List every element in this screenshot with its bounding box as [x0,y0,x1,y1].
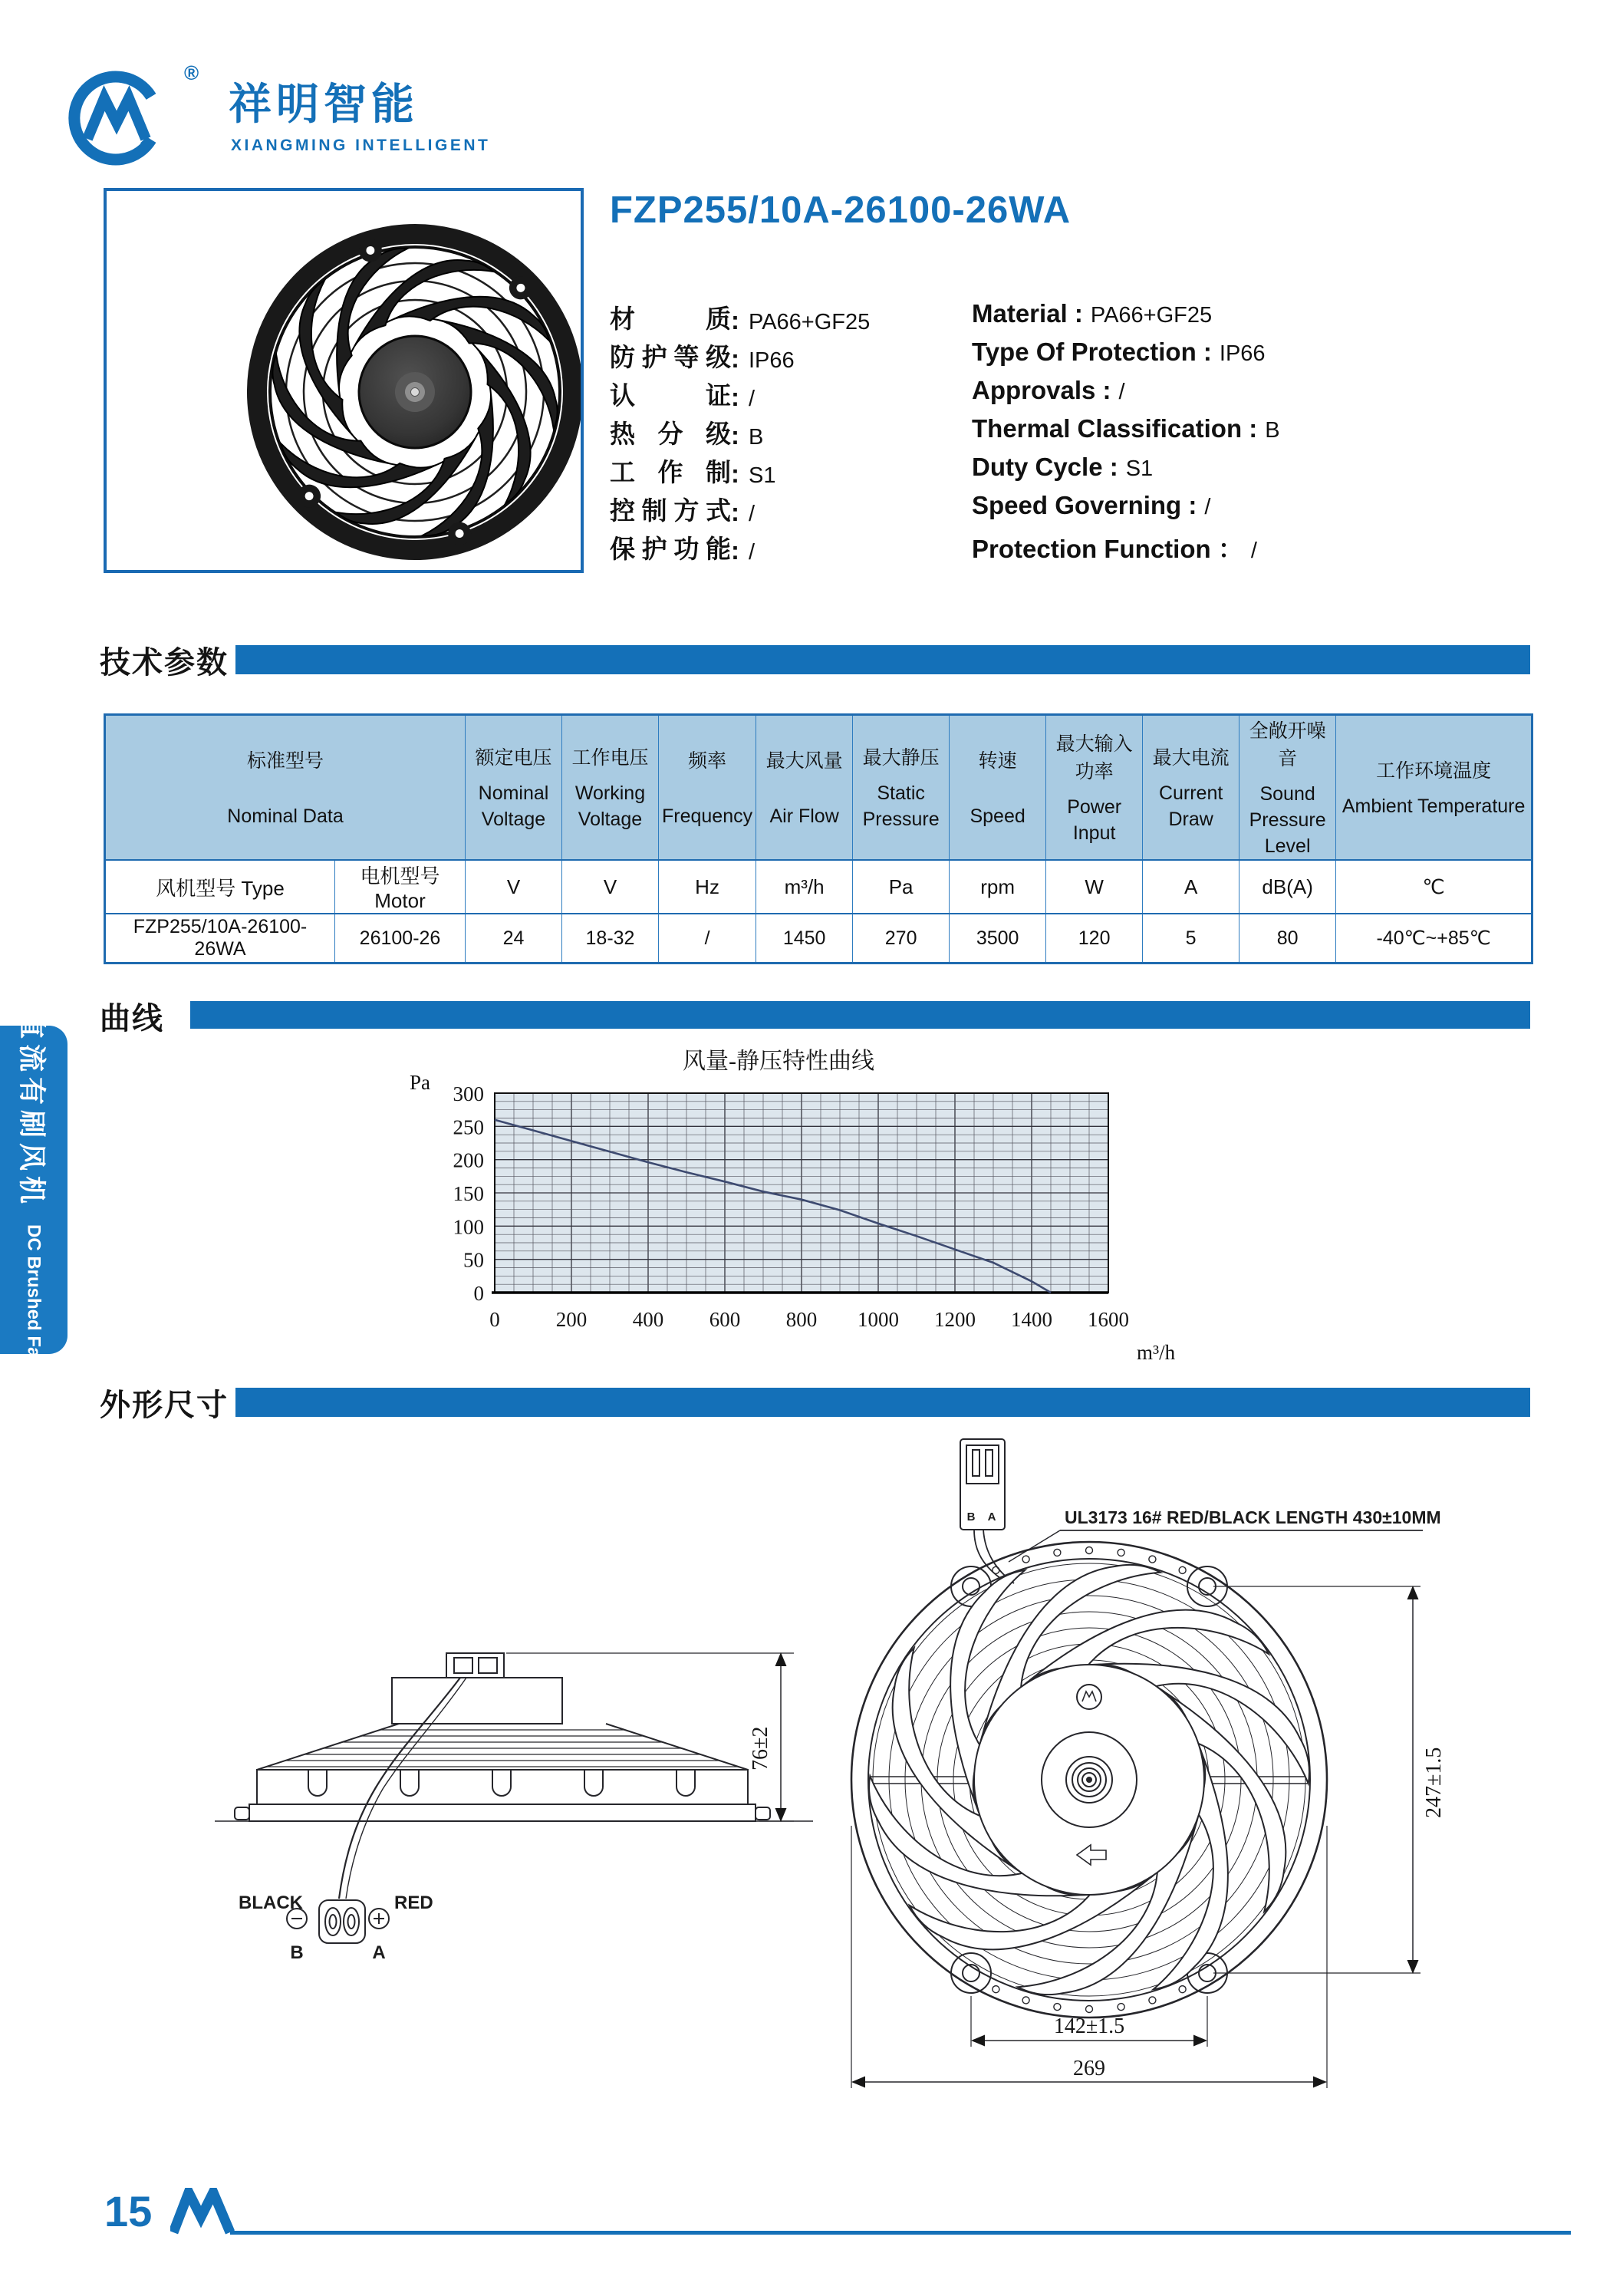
col-frequency: 频率 Frequency [659,715,756,861]
unit-cell: 电机型号 Motor [335,860,466,914]
section-bar [235,1388,1530,1417]
unit-cell: m³/h [756,860,853,914]
unit-cell: dB(A) [1239,860,1336,914]
spec-row [610,338,1538,376]
spec-en-label: Speed Governing : [972,491,1197,519]
product-model-title: FZP255/10A-26100-26WA [610,189,1072,231]
colon: : [731,536,739,565]
x-tick-label: 1200 [934,1308,976,1331]
col-ambient-temp: 工作环境温度 Ambient Temperature [1336,715,1532,861]
spec-zh-value: S1 [749,463,776,488]
side-view [215,1653,813,1943]
value-cell: 1450 [756,914,853,964]
value-cell: 270 [853,914,950,964]
x-tick-label: 800 [785,1308,818,1331]
spec-zh-label: 控制方式 [610,496,731,525]
y-tick-label: 250 [453,1115,484,1139]
unit-cell: 风机型号 Type [105,860,335,914]
spec-en-label: Type Of Protection : [972,338,1212,366]
dim-height: 76±2 [749,1726,772,1771]
colon: : [731,344,739,373]
spec-row [610,529,1538,568]
y-tick-label: 100 [453,1215,484,1239]
brand-logo-icon [64,66,169,170]
dimension-drawing [100,1427,1557,2156]
col-nominal-voltage: 额定电压 Nominal Voltage [466,715,562,861]
footer-logo-icon [170,2188,236,2235]
table-data-row [105,914,1532,964]
x-tick-label: 1000 [858,1308,899,1331]
dim-hole-span: 142±1.5 [1053,2014,1125,2038]
x-tick-label: 400 [632,1308,664,1331]
terminal-a-label: A [372,1942,386,1963]
front-view [844,1439,1423,2088]
spec-zh-label: 认证 [610,381,731,410]
spec-en-label: Protection Function ： [972,535,1243,563]
spec-row [610,299,1538,338]
spec-en-value: S1 [1125,456,1154,481]
spec-en-value: / [1204,495,1211,519]
x-tick-label: 1400 [1011,1308,1052,1331]
x-tick-label: 1600 [1088,1308,1129,1331]
spec-en-label: Approvals : [972,376,1111,404]
col-power-input: 最大输入功率 Power Input [1046,715,1143,861]
unit-cell: V [466,860,562,914]
value-cell: 24 [466,914,562,964]
unit-cell: A [1143,860,1239,914]
col-nominal-data: 标准型号 Nominal Data [105,715,466,861]
value-cell: FZP255/10A-26100-26WA [105,914,335,964]
spec-row [610,376,1538,414]
y-tick-label: 200 [453,1148,484,1172]
col-working-voltage: 工作电压 Working Voltage [562,715,659,861]
spec-row [610,491,1538,529]
pin-b-label: B [966,1510,976,1524]
spec-en-value: IP66 [1219,341,1266,366]
col-air-flow: 最大风量 Air Flow [756,715,853,861]
value-cell: 3500 [950,914,1046,964]
unit-cell: rpm [950,860,1046,914]
dim-overall: 269 [1073,2057,1105,2080]
value-cell: / [659,914,756,964]
spec-en-value: PA66+GF25 [1090,303,1213,328]
value-cell: 120 [1046,914,1143,964]
spec-zh-label: 材质 [610,305,731,333]
section-title-dimensions: 外形尺寸 [100,1388,229,1422]
parameters-table [104,713,1533,964]
table-units-row [105,860,1532,914]
spec-en-value: / [1250,539,1257,563]
spec-zh-value: / [749,540,756,565]
unit-cell: Hz [659,860,756,914]
curve-plot [399,1036,1243,1396]
value-cell: 26100-26 [335,914,466,964]
red-wire-label: RED [394,1892,433,1913]
value-cell: 80 [1239,914,1336,964]
col-static-pressure: 最大静压 Static Pressure [853,715,950,861]
fan-photo [107,191,581,570]
section-bar [190,1001,1530,1029]
spec-en-label: Material : [972,299,1083,328]
spec-zh-value: B [749,425,764,450]
sidebar-label-zh: 直流有刷风机 [16,1010,48,1209]
product-photo-frame [104,188,584,573]
section-bar [235,645,1530,674]
dim-bolt-circle: 247±1.5 [1422,1747,1446,1818]
spec-en-value: / [1118,380,1125,404]
col-current-draw: 最大电流 Current Draw [1143,715,1239,861]
chart-title: 风量-静压特性曲线 [683,1049,874,1074]
terminal-b-label: B [290,1942,304,1963]
value-cell: 5 [1143,914,1239,964]
spec-en-label: Duty Cycle : [972,453,1118,481]
spec-zh-label: 工作制 [610,458,731,486]
table-header-row [105,715,1532,861]
y-tick-label: 150 [453,1182,484,1205]
unit-cell: Pa [853,860,950,914]
brand-name-en: XIANGMING INTELLIGENT [231,137,491,154]
x-tick-label: 0 [489,1308,500,1331]
sidebar-label-en: DC Brushed Fan [24,1224,44,1369]
value-cell: 18-32 [562,914,659,964]
footer-rule [230,2231,1571,2235]
section-title-params: 技术参数 [100,646,229,680]
spec-zh-value: / [749,387,756,411]
unit-cell: W [1046,860,1143,914]
value-cell: -40℃~+85℃ [1336,914,1532,964]
sidebar-category-tab [0,1010,67,1369]
colon: : [731,460,739,488]
x-tick-label: 200 [555,1308,588,1331]
section-title-curve: 曲线 [100,1002,164,1036]
page-number: 15 [104,2187,153,2235]
spec-zh-label: 热分级 [610,420,731,448]
y-axis-unit: Pa [410,1071,430,1094]
colon: : [731,421,739,450]
pin-a-label: A [987,1510,996,1524]
colon: : [731,306,739,334]
spec-zh-label: 防护等级 [610,343,731,371]
spec-zh-value: / [749,502,756,526]
colon: : [731,383,739,411]
spec-row [610,414,1538,453]
unit-cell: ℃ [1336,860,1532,914]
spec-zh-label: 保护功能 [610,535,731,563]
y-tick-label: 0 [473,1282,484,1305]
spec-en-value: B [1265,418,1280,443]
brand-name-cn: 祥明智能 [229,80,419,128]
unit-cell: V [562,860,659,914]
spec-list [610,299,1538,568]
performance-chart [399,1036,1243,1396]
spec-row [610,453,1538,491]
y-tick-label: 50 [463,1248,484,1272]
col-speed: 转速 Speed [950,715,1046,861]
col-sound-level: 全敞开噪音 Sound Pressure Level [1239,715,1336,861]
spec-zh-value: IP66 [749,348,795,373]
spec-en-label: Thermal Classification : [972,414,1258,443]
wire-spec-label: UL3173 16# RED/BLACK LENGTH 430±10MM [1065,1507,1441,1527]
x-tick-label: 600 [709,1308,741,1331]
y-tick-label: 300 [453,1082,484,1105]
x-axis-unit: m³/h [1137,1341,1176,1364]
colon: : [731,498,739,526]
spec-zh-value: PA66+GF25 [749,310,871,334]
black-wire-label: BLACK [239,1892,303,1913]
registered-mark: ® [184,61,199,84]
